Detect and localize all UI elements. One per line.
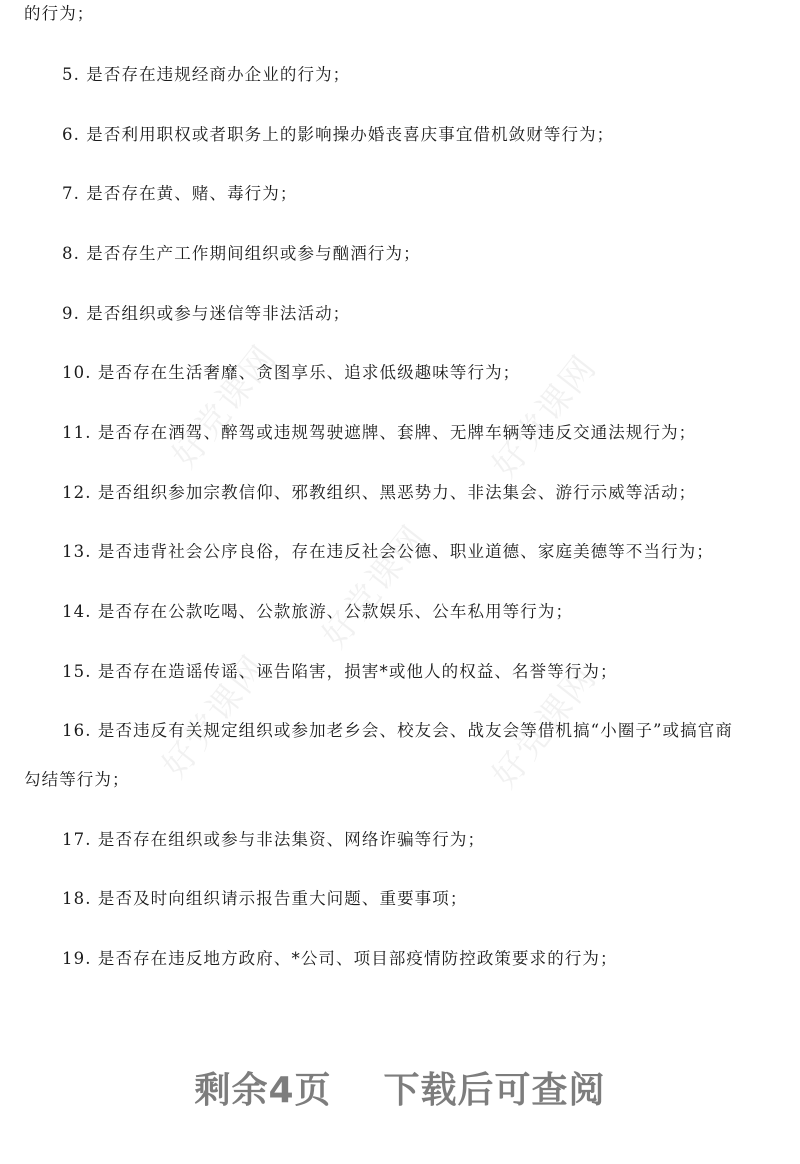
list-item: 15. 是否存在造谣传谣、诬告陷害，损害*或他人的权益、名誉等行为； bbox=[62, 662, 618, 681]
remaining-pages-label: 剩余4页 bbox=[194, 1070, 332, 1111]
list-item: 6. 是否利用职权或者职务上的影响操办婚丧喜庆事宜借机敛财等行为； bbox=[62, 125, 615, 144]
watermark: 好党课网 bbox=[154, 647, 275, 786]
list-item: 14. 是否存在公款吃喝、公款旅游、公款娱乐、公车私用等行为； bbox=[62, 602, 574, 621]
watermark: 好党课网 bbox=[484, 347, 605, 486]
list-item: 11. 是否存在酒驾、醉驾或违规驾驶遮牌、套牌、无牌车辆等违反交通法规行为； bbox=[62, 423, 697, 442]
list-item: 13. 是否违背社会公序良俗，存在违反社会公德、职业道德、家庭美德等不当行为； bbox=[62, 542, 714, 561]
list-item: 19. 是否存在违反地方政府、*公司、项目部疫情防控政策要求的行为； bbox=[62, 949, 618, 968]
download-hint-label: 下载后可查阅 bbox=[383, 1070, 606, 1111]
download-prompt[interactable] bbox=[0, 1062, 800, 1113]
watermark: 好党课网 bbox=[484, 657, 605, 796]
watermark: 好党课网 bbox=[164, 337, 285, 476]
list-item: 17. 是否存在组织或参与非法集资、网络诈骗等行为； bbox=[62, 830, 486, 849]
list-item: 16. 是否违反有关规定组织或参加老乡会、校友会、战友会等借机搞“小圈子”或搞官商 bbox=[62, 721, 733, 740]
list-item: 7. 是否存在黄、赌、毒行为； bbox=[62, 184, 298, 203]
list-item: 18. 是否及时向组织请示报告重大问题、重要事项； bbox=[62, 889, 468, 908]
list-item: 10. 是否存在生活奢靡、贪图享乐、追求低级趣味等行为； bbox=[62, 363, 521, 382]
list-item: 9. 是否组织或参与迷信等非法活动； bbox=[62, 304, 351, 323]
list-item: 8. 是否存生产工作期间组织或参与酗酒行为； bbox=[62, 244, 421, 263]
list-item: 12. 是否组织参加宗教信仰、邪教组织、黑恶势力、非法集会、游行示威等活动； bbox=[62, 483, 697, 502]
watermark: 好党课网 bbox=[314, 517, 435, 656]
list-item-continuation: 勾结等行为； bbox=[24, 770, 130, 789]
list-item: 5. 是否存在违规经商办企业的行为； bbox=[62, 65, 351, 84]
text-line: 的行为； bbox=[24, 4, 95, 23]
